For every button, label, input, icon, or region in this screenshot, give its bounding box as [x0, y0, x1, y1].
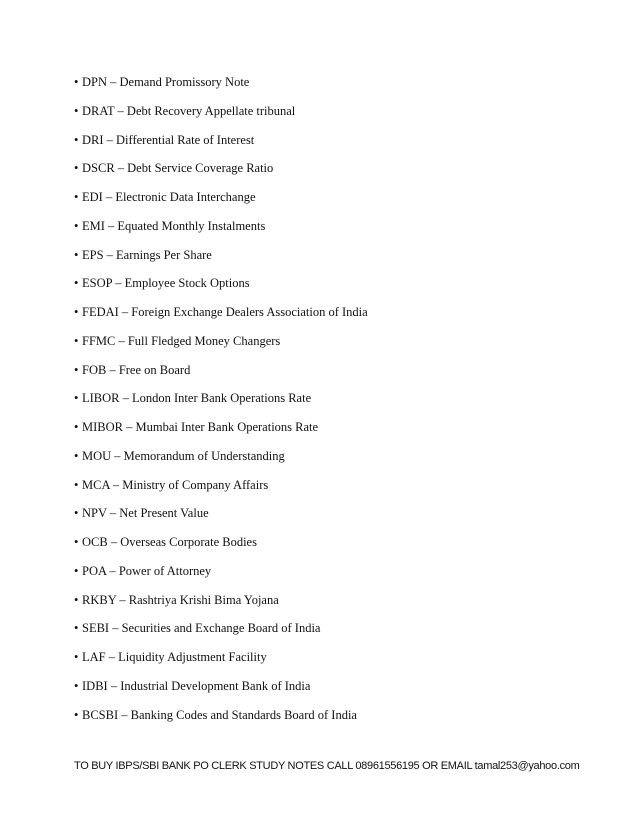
list-item	[74, 563, 574, 592]
list-item-text: BCSBI – Banking Codes and Standards Board of India	[82, 707, 357, 722]
abbreviation-list	[74, 74, 574, 735]
list-item-text: SEBI – Securities and Exchange Board of India	[82, 621, 321, 636]
list-item-text: ESOP – Employee Stock Options	[82, 276, 250, 291]
bullet-icon: •	[74, 592, 79, 607]
bullet-icon: •	[74, 650, 79, 664]
list-item	[74, 390, 574, 419]
list-item-text: POA – Power of Attorney	[82, 563, 212, 578]
bullet-icon: •	[74, 132, 79, 147]
bullet-icon: •	[74, 75, 79, 89]
list-item	[74, 419, 574, 448]
list-item-text: FOB – Free on Board	[82, 362, 191, 377]
list-item-text: IDBI – Industrial Development Bank of India	[82, 678, 311, 693]
bullet-icon: •	[74, 161, 79, 176]
bullet-icon: •	[74, 218, 79, 233]
bullet-icon: •	[74, 362, 79, 377]
list-item	[74, 304, 574, 333]
list-item	[74, 448, 574, 477]
list-item-text: RKBY – Rashtriya Krishi Bima Yojana	[82, 592, 279, 607]
list-item	[74, 189, 574, 218]
bullet-icon: •	[74, 563, 79, 578]
list-item	[74, 132, 574, 161]
bullet-icon: •	[74, 247, 79, 262]
bullet-icon: •	[74, 391, 79, 406]
bullet-icon: •	[74, 535, 79, 549]
list-item-text: MIBOR – Mumbai Inter Bank Operations Rate	[82, 420, 319, 434]
list-item	[74, 160, 574, 189]
list-item	[74, 247, 574, 276]
list-item	[74, 505, 574, 534]
list-item-text: LIBOR – London Inter Bank Operations Rate	[82, 391, 312, 406]
bullet-icon: •	[74, 448, 79, 463]
list-item-text: DPN – Demand Promissory Note	[82, 75, 250, 89]
bullet-icon: •	[74, 707, 79, 722]
bullet-icon: •	[74, 420, 79, 434]
list-item-text: FEDAI – Foreign Exchange Dealers Association of India	[82, 305, 368, 319]
list-item	[74, 362, 574, 391]
list-item-text: EMI – Equated Monthly Instalments	[82, 218, 266, 233]
list-item	[74, 477, 574, 506]
bullet-icon: •	[74, 477, 79, 492]
bullet-icon: •	[74, 621, 79, 636]
list-item	[74, 534, 574, 563]
bullet-icon: •	[74, 103, 79, 118]
list-item	[74, 620, 574, 649]
list-item	[74, 678, 574, 707]
bullet-icon: •	[74, 333, 79, 348]
list-item-text: DRI – Differential Rate of Interest	[82, 132, 255, 147]
list-item-text: EDI – Electronic Data Interchange	[82, 190, 256, 204]
bullet-icon: •	[74, 276, 79, 291]
list-item-text: OCB – Overseas Corporate Bodies	[82, 535, 257, 549]
bullet-icon: •	[74, 678, 79, 693]
bullet-icon: •	[74, 190, 79, 204]
bullet-icon: •	[74, 305, 79, 319]
list-item	[74, 74, 574, 103]
list-item	[74, 649, 574, 678]
list-item	[74, 218, 574, 247]
list-item-text: DSCR – Debt Service Coverage Ratio	[82, 161, 274, 176]
list-item	[74, 592, 574, 621]
list-item	[74, 707, 574, 736]
list-item	[74, 333, 574, 362]
list-item-text: MOU – Memorandum of Understanding	[82, 448, 285, 463]
list-item-text: NPV – Net Present Value	[82, 506, 209, 521]
list-item-text: FFMC – Full Fledged Money Changers	[82, 333, 281, 348]
list-item-text: MCA – Ministry of Company Affairs	[82, 477, 269, 492]
bullet-icon: •	[74, 506, 79, 521]
list-item-text: DRAT – Debt Recovery Appellate tribunal	[82, 103, 296, 118]
list-item-text: LAF – Liquidity Adjustment Facility	[82, 650, 267, 664]
list-item	[74, 275, 574, 304]
list-item-text: EPS – Earnings Per Share	[82, 247, 212, 262]
page-footer: TO BUY IBPS/SBI BANK PO CLERK STUDY NOTES CALL 08961556195 OR EMAIL tamal253@yahoo.com	[74, 760, 580, 772]
list-item	[74, 103, 574, 132]
